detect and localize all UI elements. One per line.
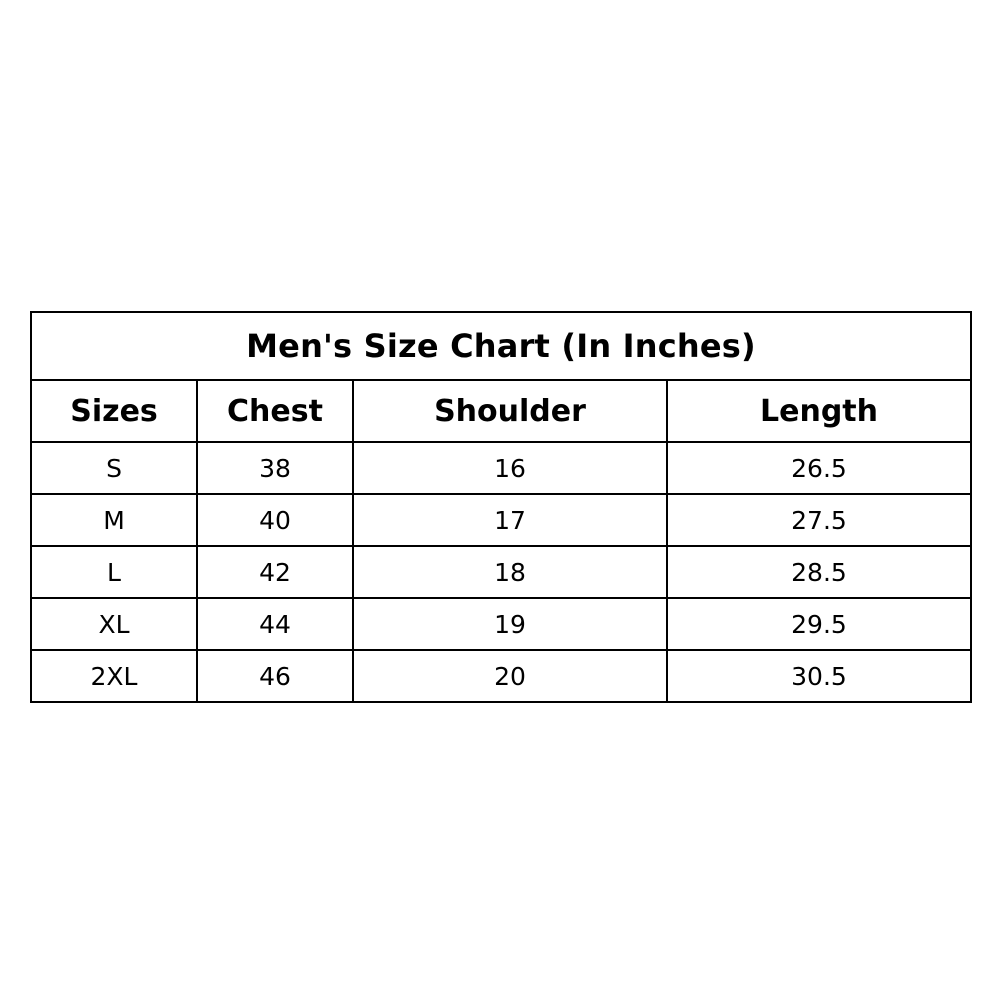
cell-shoulder: 17 [353,494,667,546]
table-row [31,650,971,702]
cell-shoulder: 16 [353,442,667,494]
cell-size: 2XL [31,650,197,702]
column-header-chest: Chest [197,380,353,442]
column-header-shoulder: Shoulder [353,380,667,442]
cell-chest: 44 [197,598,353,650]
cell-shoulder: 20 [353,650,667,702]
cell-chest: 46 [197,650,353,702]
cell-shoulder: 18 [353,546,667,598]
table-row [31,598,971,650]
cell-chest: 40 [197,494,353,546]
cell-size: M [31,494,197,546]
table-title-row [31,312,971,380]
cell-size: L [31,546,197,598]
size-chart-table [30,311,972,703]
cell-chest: 38 [197,442,353,494]
cell-length: 30.5 [667,650,971,702]
table-row [31,442,971,494]
cell-size: XL [31,598,197,650]
table-row [31,546,971,598]
cell-chest: 42 [197,546,353,598]
column-header-length: Length [667,380,971,442]
size-chart-container [30,311,970,703]
cell-size: S [31,442,197,494]
cell-shoulder: 19 [353,598,667,650]
table-header-row [31,380,971,442]
column-header-sizes: Sizes [31,380,197,442]
chart-title: Men's Size Chart (In Inches) [31,312,971,380]
cell-length: 28.5 [667,546,971,598]
cell-length: 26.5 [667,442,971,494]
cell-length: 27.5 [667,494,971,546]
cell-length: 29.5 [667,598,971,650]
table-row [31,494,971,546]
